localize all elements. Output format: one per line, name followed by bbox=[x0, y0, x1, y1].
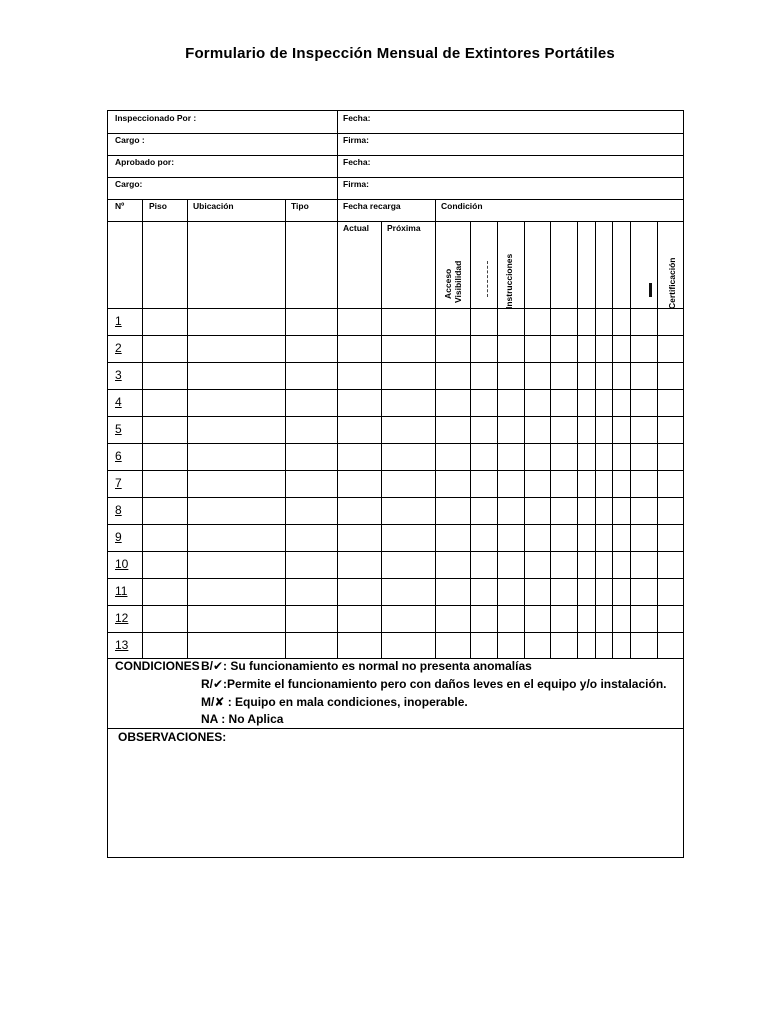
divider bbox=[142, 199, 143, 658]
col-location-header: Ubicación bbox=[193, 201, 234, 211]
divider bbox=[108, 133, 683, 134]
divider bbox=[435, 199, 436, 658]
row-number: 8 bbox=[115, 503, 122, 517]
row-number: 12 bbox=[115, 611, 129, 625]
table-row bbox=[108, 362, 683, 363]
divider bbox=[285, 199, 286, 658]
row-number: 10 bbox=[115, 557, 129, 571]
divider bbox=[524, 221, 525, 658]
row-number: 9 bbox=[115, 530, 122, 544]
observations-label: OBSERVACIONES: bbox=[118, 730, 227, 744]
col-type-header: Tipo bbox=[291, 201, 309, 211]
divider bbox=[108, 155, 683, 156]
divider bbox=[550, 221, 551, 658]
row-number: 13 bbox=[115, 638, 129, 652]
inspected-by-label: Inspeccionado Por : bbox=[115, 113, 197, 123]
row-number: 2 bbox=[115, 341, 122, 355]
position-label: Cargo: bbox=[115, 179, 143, 189]
divider bbox=[337, 199, 338, 658]
table-row bbox=[108, 389, 683, 390]
divider bbox=[595, 221, 596, 658]
row-number: 6 bbox=[115, 449, 122, 463]
signature-label: Firma: bbox=[343, 135, 369, 145]
table-row bbox=[108, 551, 683, 552]
table-row bbox=[108, 470, 683, 471]
col-number-header: Nº bbox=[115, 201, 125, 211]
divider bbox=[381, 221, 382, 658]
row-number: 7 bbox=[115, 476, 122, 490]
table-row bbox=[108, 497, 683, 498]
table-row bbox=[108, 632, 683, 633]
date-label: Fecha: bbox=[343, 157, 371, 167]
row-number: 11 bbox=[115, 584, 128, 598]
divider bbox=[470, 221, 471, 658]
cond-header-clipped bbox=[487, 261, 495, 297]
position-label: Cargo : bbox=[115, 135, 145, 145]
cond-instructions-header: Instrucciones bbox=[504, 253, 514, 309]
condition-good: B/✔: Su funcionamiento es normal no presenta anomalías bbox=[201, 659, 532, 673]
divider bbox=[337, 111, 338, 200]
col-floor-header: Piso bbox=[149, 201, 167, 211]
table-row bbox=[108, 416, 683, 417]
divider bbox=[657, 221, 658, 658]
date-label: Fecha: bbox=[343, 113, 371, 123]
divider bbox=[577, 221, 578, 658]
divider bbox=[497, 221, 498, 658]
conditions-heading: CONDICIONES bbox=[115, 659, 200, 673]
table-row bbox=[108, 335, 683, 336]
condition-regular: R/✔:Permite el funcionamiento pero con daños leves en el equipo y/o instalación. bbox=[201, 677, 667, 691]
cond-visibility-header: Visibilidad bbox=[453, 260, 463, 303]
table-row bbox=[108, 578, 683, 579]
col-next-header: Próxima bbox=[387, 223, 421, 233]
table-row bbox=[108, 605, 683, 606]
divider bbox=[108, 199, 683, 200]
divider bbox=[108, 728, 683, 729]
table-row bbox=[108, 524, 683, 525]
condition-bad: M/✘ : Equipo en mala condiciones, inoperable. bbox=[201, 695, 468, 709]
form-title: Formulario de Inspección Mensual de Extintores Portátiles bbox=[185, 45, 615, 62]
col-current-header: Actual bbox=[343, 223, 369, 233]
col-condition-header: Condición bbox=[441, 201, 483, 211]
inspection-form bbox=[107, 110, 684, 858]
col-recharge-date-header: Fecha recarga bbox=[343, 201, 401, 211]
divider bbox=[187, 199, 188, 658]
divider bbox=[108, 308, 683, 309]
row-number: 3 bbox=[115, 368, 122, 382]
divider bbox=[630, 221, 631, 658]
divider bbox=[108, 177, 683, 178]
row-number: 4 bbox=[115, 395, 122, 409]
condition-na: NA : No Aplica bbox=[201, 712, 284, 726]
row-number: 1 bbox=[115, 314, 122, 328]
cond-access-header: Acceso bbox=[443, 268, 453, 299]
signature-label: Firma: bbox=[343, 179, 369, 189]
cond-certification-header: Certificación bbox=[667, 257, 677, 309]
divider bbox=[612, 221, 613, 658]
approved-by-label: Aprobado por: bbox=[115, 157, 175, 167]
divider bbox=[108, 221, 683, 222]
table-row bbox=[108, 443, 683, 444]
row-number: 5 bbox=[115, 422, 122, 436]
cond-header-clipped bbox=[649, 283, 652, 297]
